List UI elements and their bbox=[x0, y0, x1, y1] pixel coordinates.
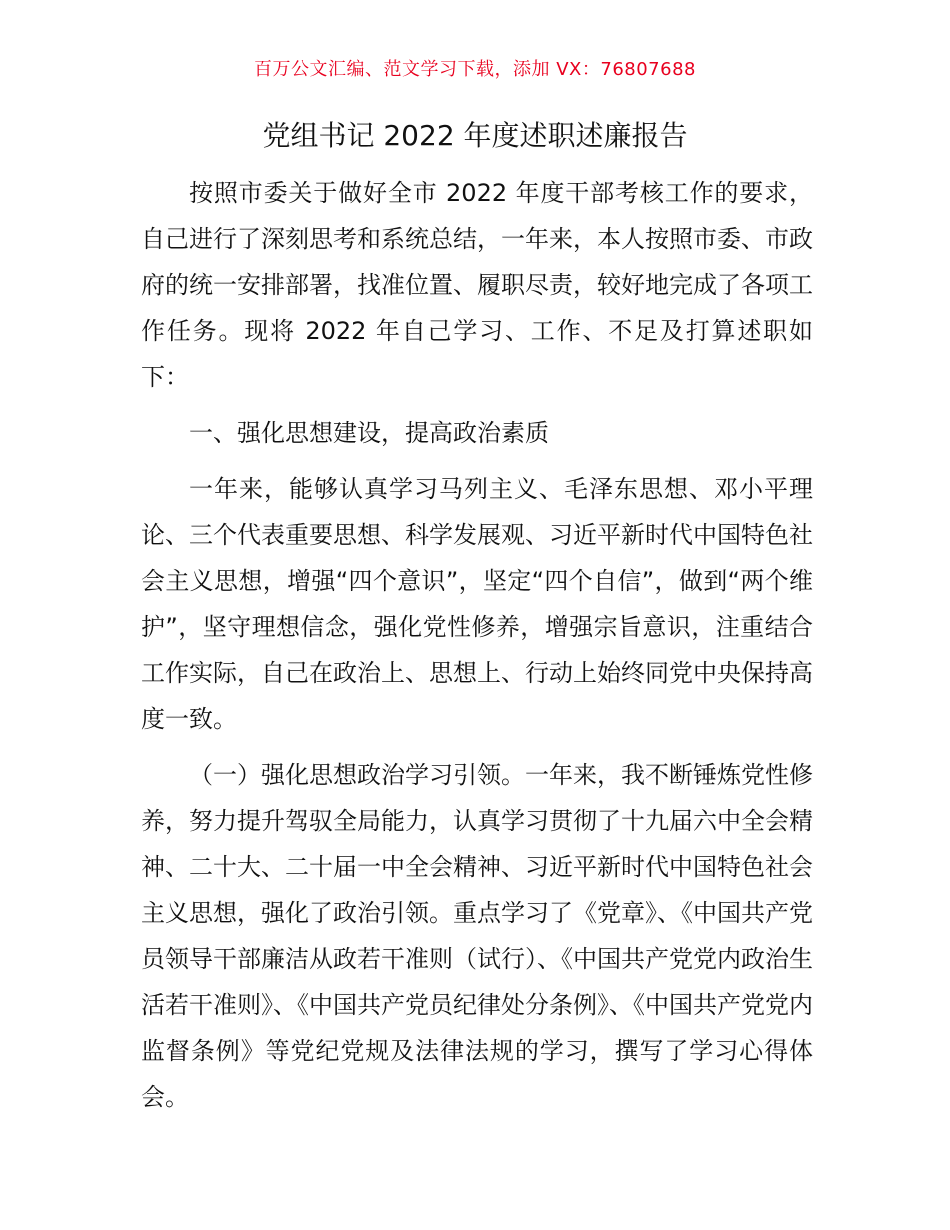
document-title: 党组书记 2022 年度述职述廉报告 bbox=[262, 119, 688, 152]
intro-paragraph: 按照市委关于做好全市 2022 年度干部考核工作的要求，自己进行了深刻思考和系统总结，一年来，本人按照市委、市政府的统一安排部署，找准位置、履职尽责，较好地完成了各项工作任务。现将 2022 年自己学习、工作、不足及打算述职如下： bbox=[141, 179, 813, 391]
section-heading: 一、强化思想建设，提高政治素质 bbox=[189, 419, 549, 447]
section-body-paragraph: 一年来，能够认真学习马列主义、毛泽东思想、邓小平理论、三个代表重要思想、科学发展观、习近平新时代中国特色社会主义思想，增强“四个意识”，坚定“四个自信”，做到“两个维护”，坚守理想信念，强化党性修养，增强宗旨意识，注重结合工作实际，自己在政治上、思想上、行动上始终同党中央保持高度一致。 bbox=[141, 475, 813, 733]
subsection-paragraph: （一）强化思想政治学习引领。一年来，我不断锤炼党性修养，努力提升驾驭全局能力，认真学习贯彻了十九届六中全会精神、二十大、二十届一中全会精神、习近平新时代中国特色社会主义思想，强化了政治引领。重点学习了《党章》、《中国共产党员领导干部廉洁从政若干准则（试行）、《中国共产党党内政治生活若干准则》、《中国共产党员纪律处分条例》、《中国共产党党内监督条例》等党纪党规及法律法规的学习，撰写了学习心得体会。 bbox=[141, 761, 813, 1111]
header-watermark-note: 百万公文汇编、范文学习下载，添加 VX：76807688 bbox=[254, 59, 696, 80]
document-body bbox=[141, 170, 813, 1120]
